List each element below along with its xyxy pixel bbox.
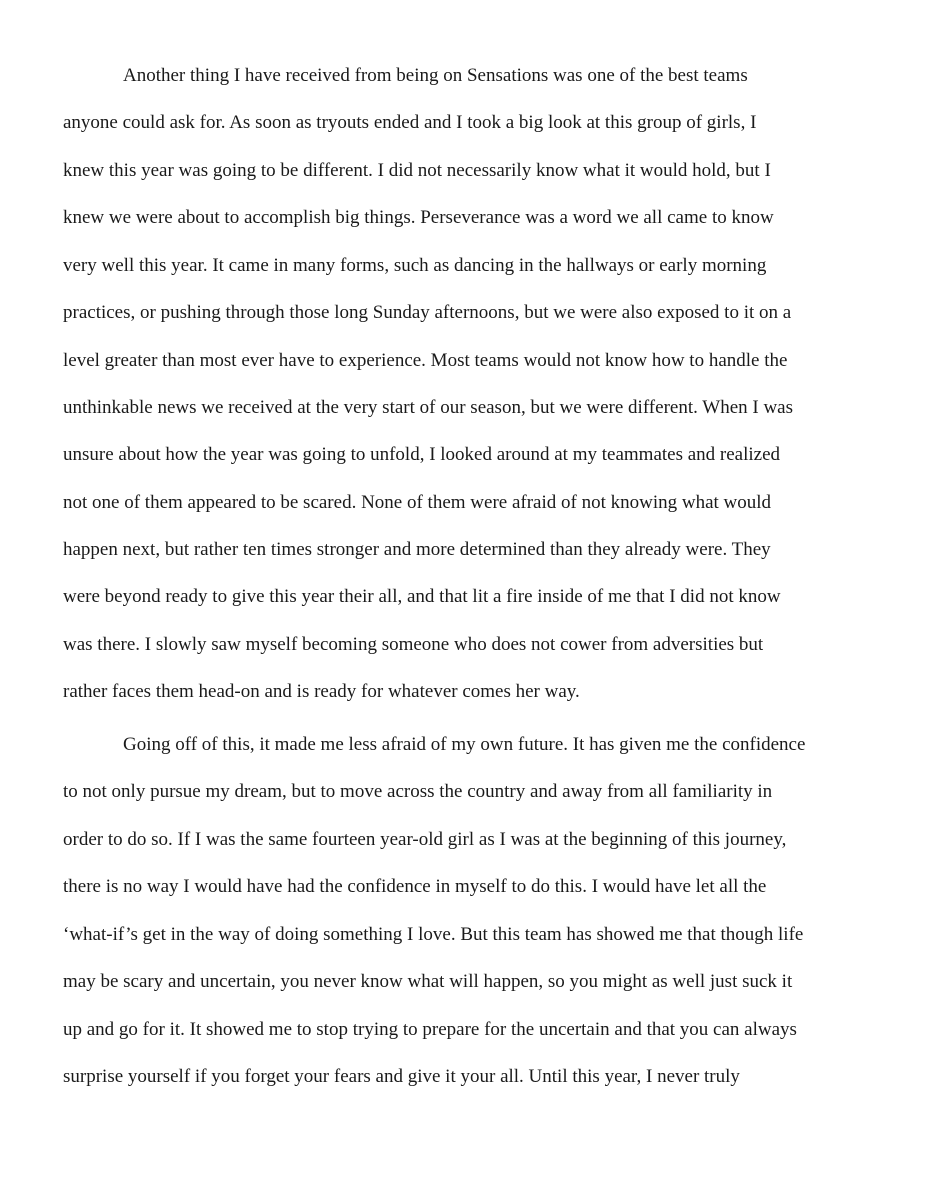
text-line: very well this year. It came in many forms, such as dancing in the hallways or early morning <box>63 255 767 276</box>
text-line: not one of them appeared to be scared. None of them were afraid of not knowing what would <box>63 492 772 513</box>
text-line: order to do so. If I was the same fourteen year-old girl as I was at the beginning of this journey, <box>63 829 787 850</box>
text-line: anyone could ask for. As soon as tryouts ended and I took a big look at this group of girls, I <box>63 112 757 133</box>
text-line: Going off of this, it made me less afraid of my own future. It has given me the confidence <box>123 734 806 755</box>
text-line: ‘what-if’s get in the way of doing something I love. But this team has showed me that though life <box>63 924 804 945</box>
text-line: surprise yourself if you forget your fears and give it your all. Until this year, I never truly <box>63 1066 740 1087</box>
text-line: happen next, but rather ten times stronger and more determined than they already were. They <box>63 539 771 560</box>
text-line: up and go for it. It showed me to stop trying to prepare for the uncertain and that you can always <box>63 1019 797 1040</box>
text-line: unsure about how the year was going to unfold, I looked around at my teammates and realized <box>63 444 781 465</box>
text-line: was there. I slowly saw myself becoming someone who does not cower from adversities but <box>63 634 764 655</box>
text-line: knew we were about to accomplish big things. Perseverance was a word we all came to know <box>63 207 774 228</box>
text-line: practices, or pushing through those long Sunday afternoons, but we were also exposed to it on a <box>63 302 792 323</box>
text-line: to not only pursue my dream, but to move across the country and away from all familiarity in <box>63 781 773 802</box>
text-line: level greater than most ever have to experience. Most teams would not know how to handle the <box>63 350 788 371</box>
text-line: were beyond ready to give this year their all, and that lit a fire inside of me that I did not know <box>63 586 781 607</box>
text-line: rather faces them head-on and is ready for whatever comes her way. <box>63 681 580 702</box>
text-line: may be scary and uncertain, you never know what will happen, so you might as well just suck it <box>63 971 793 992</box>
text-line: Another thing I have received from being on Sensations was one of the best teams <box>123 65 748 86</box>
text-line: knew this year was going to be different. I did not necessarily know what it would hold, but I <box>63 160 771 181</box>
text-line: unthinkable news we received at the very start of our season, but we were different. When I was <box>63 397 794 418</box>
text-line: there is no way I would have had the confidence in myself to do this. I would have let all the <box>63 876 767 897</box>
